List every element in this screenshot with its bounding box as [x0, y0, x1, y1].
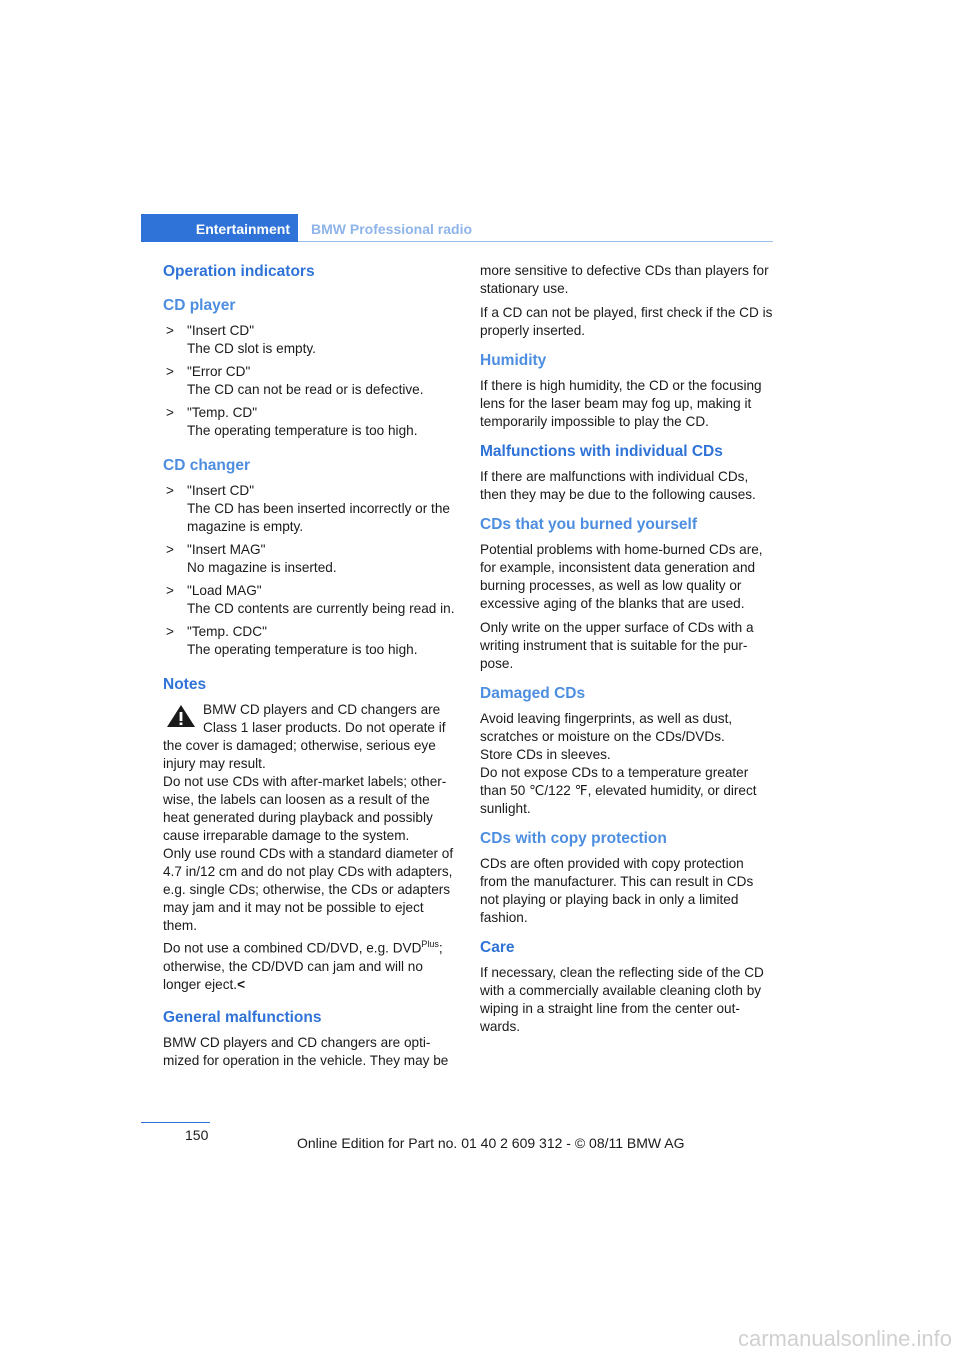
- page-number: 150: [185, 1127, 209, 1143]
- superscript-plus: Plus: [421, 939, 439, 949]
- edition-note: Online Edition for Part no. 01 40 2 609 312 - © 08/11 BMW AG: [297, 1135, 685, 1151]
- footer-divider: [141, 1122, 210, 1123]
- damaged-cds-text: Store CDs in sleeves.: [480, 747, 611, 762]
- list-item: [163, 541, 459, 577]
- item-label: "Temp. CD": [187, 405, 258, 420]
- note-paragraph: BMW CD players and CD changers are Class 1 laser products. Do not operate if the cover is damaged; otherwise, serious eye injury may result.: [163, 702, 446, 771]
- damaged-cds-heading: Damaged CDs: [480, 685, 586, 702]
- list-item: [163, 363, 459, 399]
- malfunctions-heading: Malfunctions with individual CDs: [480, 443, 723, 460]
- note-paragraph: Do not use CDs with after-market labels; other-wise, the labels can loosen as a result of the heat generated during playback and possibly cause irreparable damage to the system.: [163, 774, 447, 843]
- section-title: BMW Professional radio: [311, 221, 473, 237]
- item-description: The operating temperature is too high.: [187, 423, 418, 438]
- burned-cds-text: Potential problems with home-burned CDs are, for example, inconsistent data generation and burning processes, as well as low quality or excessive aging of the blanks that are used.: [480, 542, 763, 611]
- item-label: "Error CD": [187, 364, 251, 379]
- humidity-text: If there is high humidity, the CD or the focusing lens for the laser beam may fog up, making it temporarily impossible to play the CD.: [480, 378, 762, 429]
- list-marker: >: [166, 542, 174, 557]
- list-item: [163, 322, 459, 358]
- damaged-cds-text: Do not expose CDs to a temperature greater than 50 ℃/122 ℉, elevated humidity, or direct sunlight.: [480, 765, 757, 816]
- list-marker: >: [166, 624, 174, 639]
- list-marker: >: [166, 364, 174, 379]
- list-item: [163, 482, 459, 536]
- item-label: "Temp. CDC": [187, 624, 267, 639]
- general-malfunctions-text: BMW CD players and CD changers are opti-mized for operation in the vehicle. They may be: [163, 1034, 449, 1068]
- notes-heading: Notes: [163, 676, 207, 693]
- burned-cds-heading: CDs that you burned yourself: [480, 516, 698, 533]
- item-description: The CD can not be read or is defective.: [187, 382, 424, 397]
- item-description: The CD has been inserted incorrectly or the magazine is empty.: [187, 501, 450, 534]
- item-description: The CD slot is empty.: [187, 341, 316, 356]
- item-description: The CD contents are currently being read in.: [187, 601, 455, 616]
- list-marker: >: [166, 483, 174, 498]
- list-marker: >: [166, 405, 174, 420]
- header-divider: [298, 241, 773, 242]
- damaged-cds-text: Avoid leaving fingerprints, as well as dust, scratches or moisture on the CDs/DVDs.: [480, 711, 733, 744]
- note-paragraph: [163, 935, 459, 994]
- list-item: [163, 582, 459, 618]
- copy-protection-text: CDs are often provided with copy protection from the manufacturer. This can result in CDs not playing or playing back in only a limited fashion.: [480, 856, 754, 925]
- note-paragraph: Only use round CDs with a standard diameter of 4.7 in/12 cm and do not play CDs with adapters, e.g. single CDs; otherwise, the CDs or adapters may jam and it may not be possible to eject them.: [163, 846, 454, 933]
- copy-protection-heading: CDs with copy protection: [480, 830, 667, 847]
- left-column: [163, 262, 459, 1070]
- list-marker: >: [166, 323, 174, 338]
- continued-text: If a CD can not be played, first check if the CD is properly inserted.: [480, 305, 773, 338]
- item-description: The operating temperature is too high.: [187, 642, 418, 657]
- watermark: carmanualsonline.info: [737, 1326, 952, 1351]
- list-marker: >: [166, 583, 174, 598]
- burned-cds-text: Only write on the upper surface of CDs with a writing instrument that is suitable for the pur-pose.: [480, 620, 754, 671]
- cd-changer-heading: CD changer: [163, 457, 250, 474]
- cd-player-heading: CD player: [163, 297, 236, 314]
- item-description: No magazine is inserted.: [187, 560, 337, 575]
- list-item: [163, 404, 459, 440]
- humidity-heading: Humidity: [480, 352, 547, 369]
- item-label: "Insert CD": [187, 323, 255, 338]
- item-label: "Insert CD": [187, 483, 255, 498]
- end-mark: <: [237, 976, 246, 992]
- chapter-tab: Entertainment: [141, 214, 298, 242]
- note-text: Do not use a combined CD/DVD, e.g. DVD: [163, 940, 422, 956]
- note-text: ; otherwise, the CD/DVD can jam and will no longer eject.: [163, 940, 443, 992]
- right-column: [480, 262, 774, 1036]
- item-label: "Load MAG": [187, 583, 262, 598]
- operation-indicators-heading: Operation indicators: [163, 263, 315, 280]
- continued-text: more sensitive to defective CDs than players for stationary use.: [480, 263, 769, 296]
- warning-note: [163, 701, 459, 994]
- item-label: "Insert MAG": [187, 542, 266, 557]
- care-text: If necessary, clean the reflecting side of the CD with a commercially available cleaning cloth by wiping in a straight line from the center out-wards.: [480, 965, 764, 1034]
- malfunctions-text: If there are malfunctions with individual CDs, then they may be due to the following causes.: [480, 469, 756, 502]
- warning-triangle-icon: [165, 703, 197, 729]
- care-heading: Care: [480, 939, 515, 956]
- page-header: [141, 214, 773, 242]
- general-malfunctions-heading: General malfunctions: [163, 1008, 322, 1026]
- list-item: [163, 623, 459, 659]
